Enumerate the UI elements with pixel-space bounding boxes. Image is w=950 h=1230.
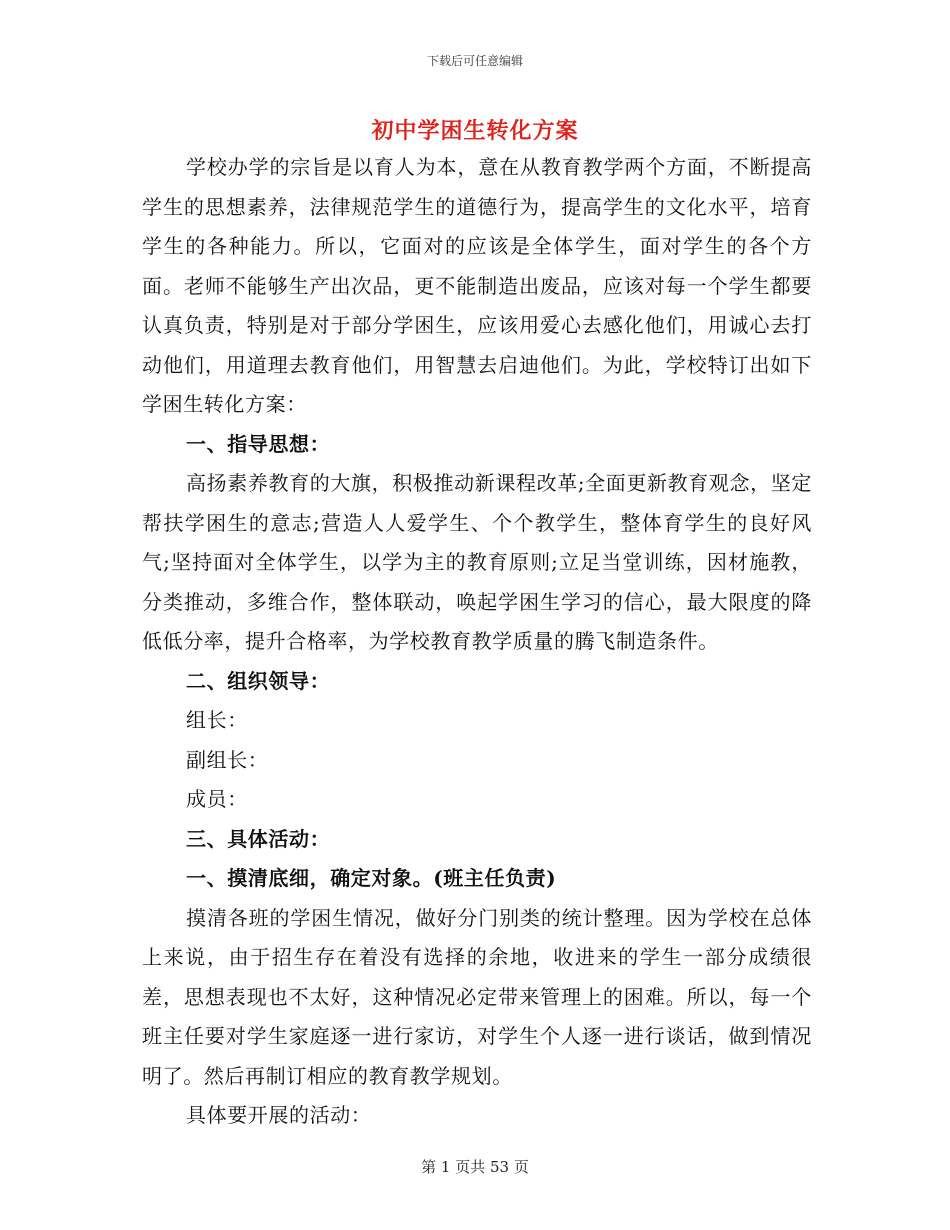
document-body xyxy=(142,148,812,1136)
document-title: 初中学困生转化方案 xyxy=(371,118,579,144)
leader-line: 组长： xyxy=(186,708,248,732)
section-heading-organization: 二、组织领导： xyxy=(186,668,331,693)
guiding-ideology-paragraph: 高扬素养教育的大旗，积极推动新课程改革;全面更新教育观念，坚定帮扶学困生的意志;营造人人爱学生、个个教学生，整体育学生的良好风气;坚持面对全体学生，以学为主的教育原则;立足当堂训练，因材施教，分类推动，多维合作，整体联动，唤起学困生学习的信心，最大限度的降低低分率，提升合格率，为学校教育教学质量的腾飞制造条件。 xyxy=(142,471,812,653)
identify-targets-paragraph: 摸清各班的学困生情况，做好分门别类的统计整理。因为学校在总体上来说，由于招生存在着没有选择的余地，收进来的学生一部分成绩很差，思想表现也不太好，这种情况必定带来管理上的困难。所以，每一个班主任要对学生家庭逐一进行家访，对学生个人逐一进行谈话，做到情况明了。然后再制订相应的教育教学规划。 xyxy=(142,905,812,1088)
page-header-note: 下载后可任意编辑 xyxy=(426,54,523,68)
activity-list-intro: 具体要开展的活动： xyxy=(186,1103,372,1127)
activity-heading-identify-targets: 一、摸清底细，确定对象。(班主任负责) xyxy=(186,866,557,890)
deputy-leader-line: 副组长： xyxy=(186,747,269,772)
section-heading-activities: 三、具体活动： xyxy=(186,826,331,851)
page-number: 第 1 页共 53 页 xyxy=(421,1158,529,1176)
intro-paragraph: 学校办学的宗旨是以育人为本，意在从教育教学两个方面，不断提高学生的思想素养，法律规范学生的道德行为，提高学生的文化水平，培育学生的各种能力。所以，它面对的应该是全体学生，面对学生的各个方面。老师不能够生产出次品，更不能制造出废品，应该对每一个学生都要认真负责，特别是对于部分学困生，应该用爱心去感化他们，用诚心去打动他们，用道理去教育他们，用智慧去启迪他们。为此，学校特订出如下学困生转化方案： xyxy=(142,155,812,416)
members-line: 成员： xyxy=(186,787,248,811)
section-heading-guiding-ideology: 一、指导思想： xyxy=(186,431,331,456)
